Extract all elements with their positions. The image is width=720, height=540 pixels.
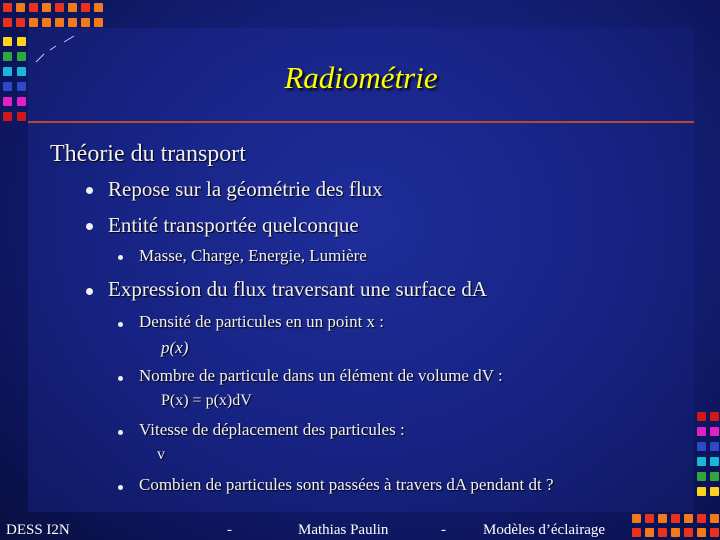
decorative-square [632,528,641,537]
footer-separator: - [441,522,446,538]
decorative-square [697,442,706,451]
bullet-dot [86,223,93,230]
slide-title: Radiométrie [284,60,438,95]
decorative-square [710,472,719,481]
decorative-square [3,82,12,91]
decorative-square [684,528,693,537]
sub-bullet-particle-count: Nombre de particule dans un élément de volume dV : [139,366,503,385]
decorative-square [94,18,103,27]
decorative-square [697,528,706,537]
decorative-square [17,37,26,46]
bullet-geometry: Repose sur la géométrie des flux [108,177,383,201]
decorative-square [68,3,77,12]
decorative-square [3,52,12,61]
footer-separator: - [227,522,232,538]
decorative-square [42,18,51,27]
decorative-square [42,3,51,12]
decorative-square [81,3,90,12]
decorative-square [697,412,706,421]
decorative-square [29,18,38,27]
sub-bullet-dot [118,322,123,327]
slide-heading: Théorie du transport [50,141,246,167]
decorative-square [671,528,680,537]
decorative-square [645,528,654,537]
footer-author: Mathias Paulin [298,522,389,538]
decorative-square [3,18,12,27]
decorative-square [16,3,25,12]
sub-bullet-dot [118,376,123,381]
decorative-square [94,3,103,12]
decorative-square [697,457,706,466]
decorative-square [81,18,90,27]
sub-bullet-particles-passed: Combien de particules sont passées à travers dA pendant dt ? [139,475,554,494]
decorative-square [697,427,706,436]
sub-bullet-density: Densité de particules en un point x : [139,312,385,331]
decorative-square [710,427,719,436]
bullet-dot [86,187,93,194]
decorative-square [55,18,64,27]
decorative-square [29,3,38,12]
decorative-square [3,97,12,106]
decorative-square [17,82,26,91]
decorative-square [710,487,719,496]
bullet-flux-expression: Expression du flux traversant une surface dA [108,277,488,301]
decorative-square [3,112,12,121]
decorative-square [3,3,12,12]
decorative-square [632,514,641,523]
bullet-entity: Entité transportée quelconque [108,213,359,237]
decorative-square [55,3,64,12]
footer-course-title: Modèles d’éclairage [483,522,606,538]
decorative-square [697,487,706,496]
decorative-square [658,514,667,523]
decorative-square [710,514,719,523]
decorative-square [17,112,26,121]
title-divider [28,121,694,123]
decorative-square [68,18,77,27]
sub-bullet-dot [118,485,123,490]
bullet-dot [86,288,93,295]
decorative-square [710,457,719,466]
decorative-square [697,514,706,523]
decorative-square [710,528,719,537]
decorative-square [684,514,693,523]
decorative-square [710,442,719,451]
sub-bullet-velocity: Vitesse de déplacement des particules : [139,420,405,439]
decorative-square [3,37,12,46]
decorative-square [671,514,680,523]
sub-bullet-dot [118,430,123,435]
formula-particle-count: P(x) = p(x)dV [161,392,252,409]
decorative-square [3,67,12,76]
decorative-square [16,18,25,27]
footer-course-code: DESS I2N [6,522,70,538]
decorative-square [17,52,26,61]
sub-bullet-dot [118,255,123,260]
decorative-square [17,67,26,76]
sub-bullet-quantities: Masse, Charge, Energie, Lumière [139,246,367,265]
decorative-square [17,97,26,106]
decorative-square [710,412,719,421]
decorative-square [645,514,654,523]
decorative-square [697,472,706,481]
formula-velocity: v [157,446,165,463]
formula-density: p(x) [161,338,189,357]
decorative-square [658,528,667,537]
